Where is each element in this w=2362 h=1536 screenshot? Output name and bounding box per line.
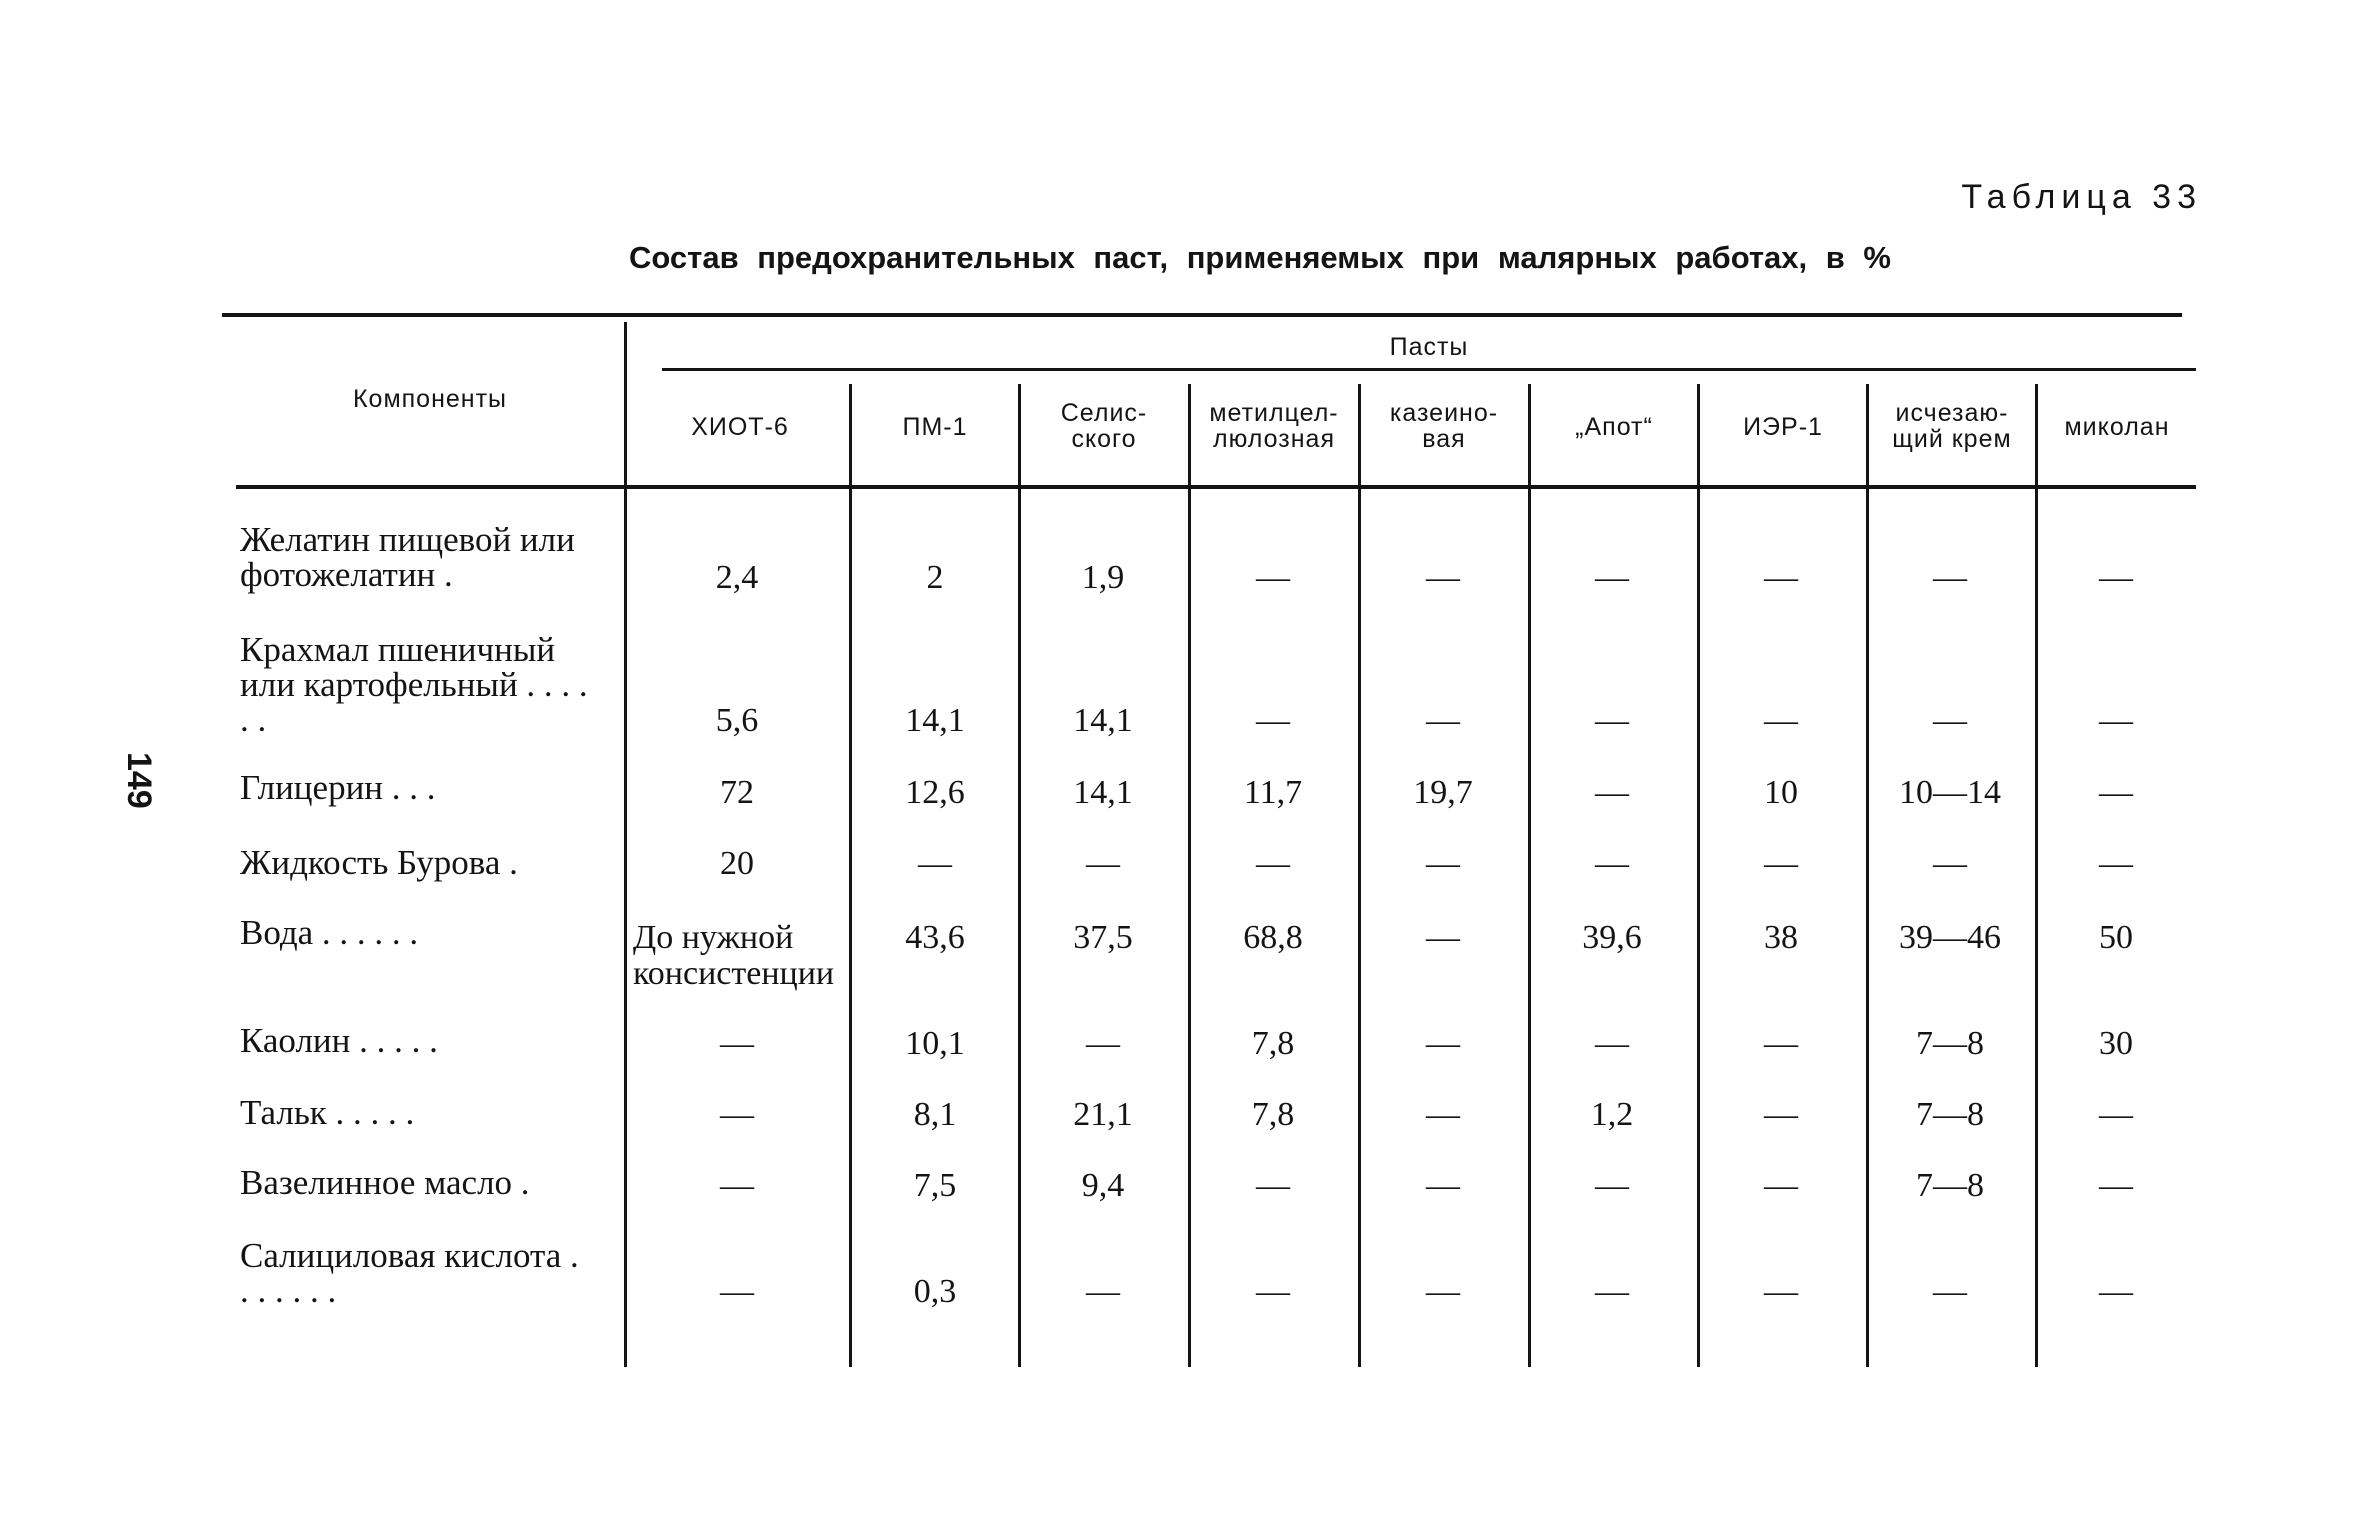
table-cell: — [1933, 845, 1967, 882]
stub-divider [624, 322, 627, 1367]
component-name: Крахмал пшеничный или картофельный . . . . . . [240, 630, 588, 739]
table-cell: 14,1 [1073, 702, 1133, 739]
table-cell: — [2099, 559, 2133, 596]
table-cell: — [2099, 1167, 2133, 1204]
table-cell: — [1426, 1167, 1460, 1204]
table-cell: 1,9 [1081, 559, 1125, 596]
table-cell: 5,6 [715, 702, 759, 739]
table-title: Состав предохранительных паст, применяемых при малярных работах, в % [629, 240, 1891, 275]
table-cell: — [1426, 559, 1460, 596]
component-name: Глицерин . . . [240, 768, 436, 807]
table-cell: — [720, 1167, 754, 1204]
table-cell: 10 [1764, 774, 1798, 811]
table-cell: 9,4 [1081, 1167, 1125, 1204]
column-header: метилцел- люлозная [1209, 399, 1339, 454]
table-cell: 11,7 [1243, 774, 1303, 811]
table-cell: — [1086, 1025, 1120, 1062]
table-cell: 14,1 [905, 702, 965, 739]
column-header: ПМ-1 [902, 413, 968, 441]
table-cell: 7—8 [1916, 1096, 1984, 1133]
component-name: Желатин пищевой или фотожелатин . [240, 520, 575, 594]
table-cell: — [1595, 774, 1629, 811]
column-header: ХИОТ-6 [691, 413, 789, 441]
page-number: 149 [120, 752, 158, 809]
table-cell: 12,6 [905, 774, 965, 811]
column-header: казеино- вая [1389, 399, 1499, 454]
table-cell: — [1764, 1025, 1798, 1062]
table-cell: 72 [720, 774, 754, 811]
component-name: Каолин . . . . . [240, 1021, 438, 1060]
table-cell: 7,8 [1251, 1096, 1295, 1133]
column-header: миколан [2064, 413, 2170, 441]
column-header: ИЭР-1 [1743, 413, 1823, 441]
column-header: „Апот“ [1575, 413, 1653, 441]
table-cell: — [1595, 702, 1629, 739]
column-header: Селис- ского [1060, 399, 1148, 454]
table-cell: — [1426, 1273, 1460, 1310]
table-cell: — [720, 1025, 754, 1062]
table-cell: — [2099, 774, 2133, 811]
table-cell: 2 [926, 559, 944, 596]
table-cell: 39—46 [1899, 919, 2001, 956]
table-cell: До нужной консистенции [633, 919, 835, 992]
table-cell: — [2099, 1096, 2133, 1133]
table-cell: 10—14 [1899, 774, 2001, 811]
component-name: Вазелинное масло . [240, 1163, 530, 1202]
table-cell: — [1764, 1273, 1798, 1310]
component-name: Жидкость Бурова . [240, 843, 518, 882]
top-rule [222, 313, 2182, 317]
table-cell: 30 [2099, 1025, 2133, 1062]
table-cell: 7,8 [1251, 1025, 1295, 1062]
table-label: Таблица 33 [1961, 178, 2202, 216]
table-cell: — [1595, 1273, 1629, 1310]
table-cell: — [1256, 1167, 1290, 1204]
component-name: Салициловая кислота . . . . . . . [240, 1236, 579, 1310]
table-cell: 1,2 [1590, 1096, 1634, 1133]
table-cell: — [1256, 702, 1290, 739]
table-cell: — [1426, 845, 1460, 882]
table-cell: — [1426, 702, 1460, 739]
table-cell: 19,7 [1413, 774, 1473, 811]
table-cell: — [1764, 1096, 1798, 1133]
table-cell: 7—8 [1916, 1025, 1984, 1062]
table-cell: — [720, 1096, 754, 1133]
table-cell: — [2099, 845, 2133, 882]
column-header: исчезаю- щий крем [1892, 399, 2012, 454]
table-cell: 21,1 [1073, 1096, 1133, 1133]
table-cell: — [720, 1273, 754, 1310]
table-cell: — [1764, 559, 1798, 596]
table-cell: — [1764, 845, 1798, 882]
table-cell: — [1595, 1167, 1629, 1204]
table-cell: 0,3 [913, 1273, 957, 1310]
table-cell: — [1426, 1025, 1460, 1062]
component-name: Тальк . . . . . [240, 1093, 415, 1132]
table-cell: 38 [1764, 919, 1798, 956]
table-cell: 7—8 [1916, 1167, 1984, 1204]
components-header: Компоненты [352, 385, 508, 413]
table-cell: — [1426, 1096, 1460, 1133]
table-cell: — [2099, 1273, 2133, 1310]
table-cell: — [1086, 1273, 1120, 1310]
table-cell: 8,1 [913, 1096, 957, 1133]
table-cell: 20 [720, 845, 754, 882]
pastes-group-header: Пасты [1389, 333, 1469, 361]
table-cell: 43,6 [905, 919, 965, 956]
table-cell: — [1256, 1273, 1290, 1310]
table-cell: — [1595, 845, 1629, 882]
table-cell: 14,1 [1073, 774, 1133, 811]
table-cell: 39,6 [1582, 919, 1642, 956]
table-cell: — [1595, 1025, 1629, 1062]
table-cell: — [1256, 559, 1290, 596]
table-cell: 37,5 [1073, 919, 1133, 956]
table-cell: — [918, 845, 952, 882]
table-cell: 10,1 [905, 1025, 965, 1062]
table-cell: — [1595, 559, 1629, 596]
table-cell: 7,5 [913, 1167, 957, 1204]
table-cell: — [1086, 845, 1120, 882]
table-cell: 68,8 [1243, 919, 1303, 956]
table-cell: — [1764, 702, 1798, 739]
header-rule [236, 485, 2196, 489]
table-cell: — [2099, 702, 2133, 739]
table-cell: — [1933, 702, 1967, 739]
table-cell: 2,4 [715, 559, 759, 596]
table-cell: — [1426, 919, 1460, 956]
table-cell: — [1933, 1273, 1967, 1310]
table-cell: — [1256, 845, 1290, 882]
component-name: Вода . . . . . . [240, 913, 419, 952]
group-rule [662, 368, 2196, 371]
table-cell: 50 [2099, 919, 2133, 956]
table-cell: — [1764, 1167, 1798, 1204]
table-cell: — [1933, 559, 1967, 596]
